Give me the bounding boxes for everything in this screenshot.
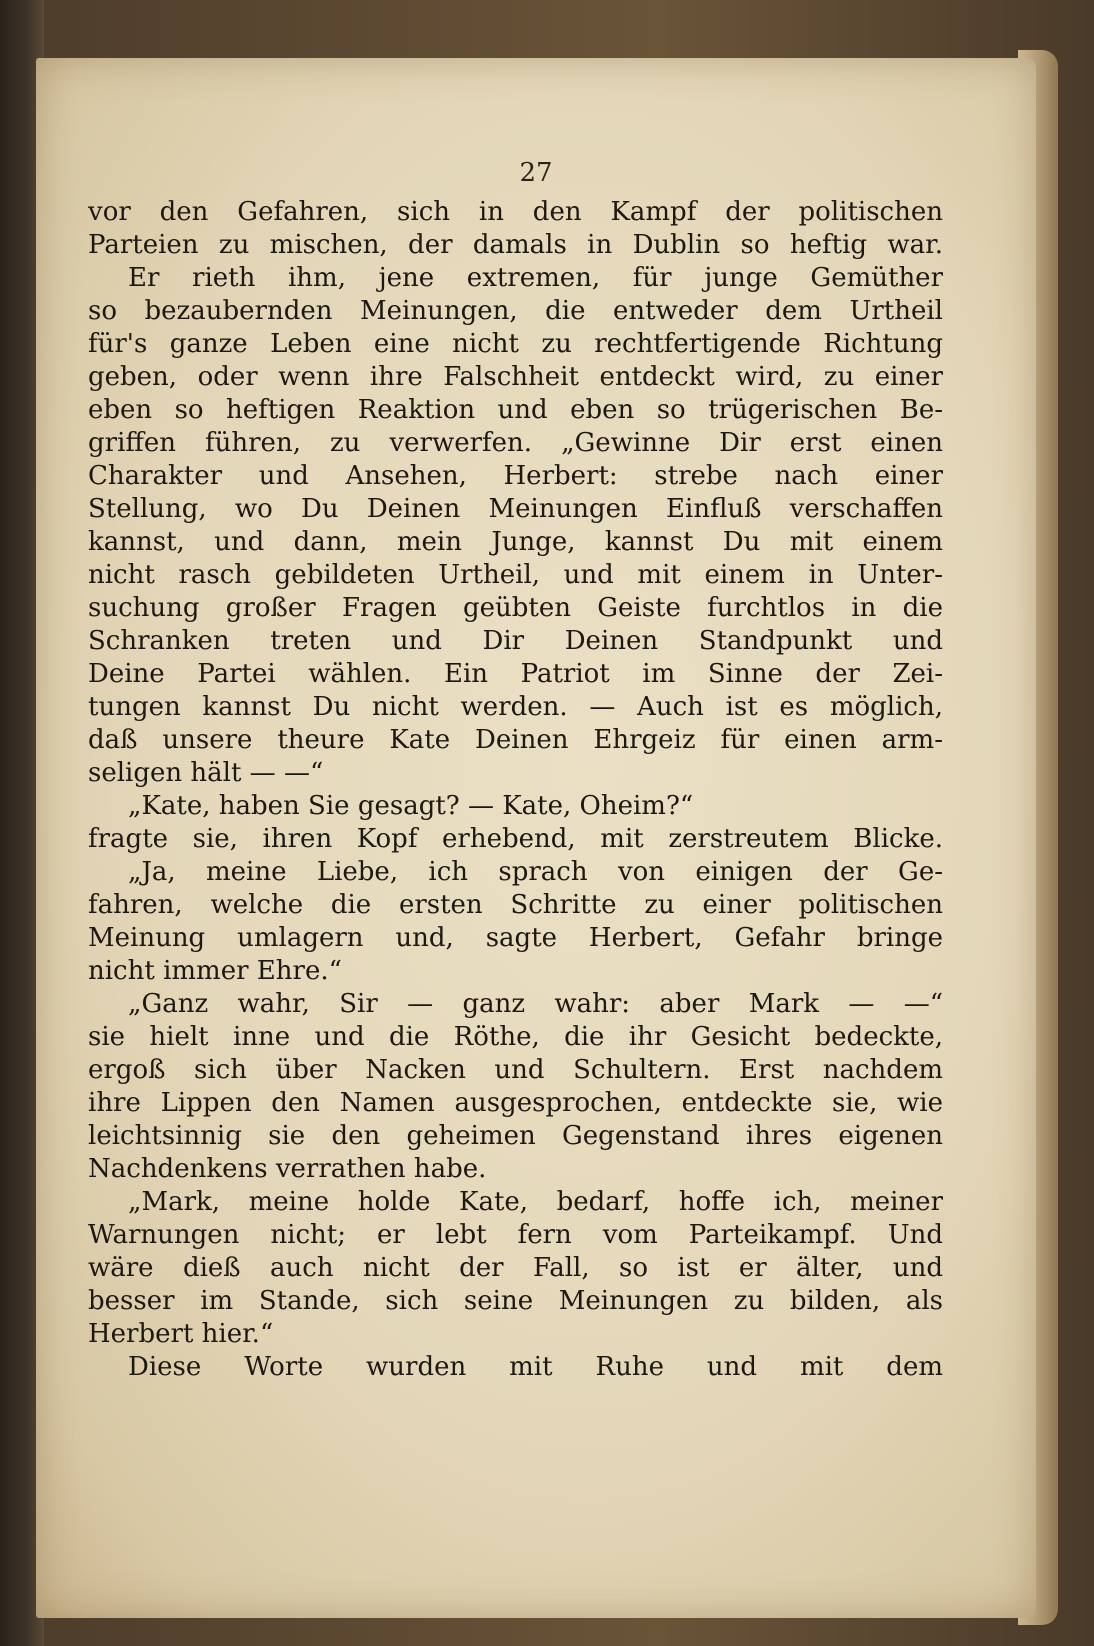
book-page [36, 58, 1036, 1618]
text-line: besser im Stande, sich seine Meinungen zu bilden, als [88, 1286, 943, 1316]
text-line: so bezaubernden Meinungen, die entweder dem Urtheil [88, 296, 943, 326]
text-line: geben, oder wenn ihre Falschheit entdeckt wird, zu einer [88, 362, 943, 392]
text-line: ihre Lippen den Namen ausgesprochen, entdeckte sie, wie [88, 1088, 943, 1118]
text-line: „Kate, haben Sie gesagt? — Kate, Oheim?“ [128, 791, 694, 821]
text-line: Charakter und Ansehen, Herbert: strebe nach einer [88, 461, 943, 491]
text-line: Stellung, wo Du Deinen Meinungen Einfluß verschaffen [88, 494, 943, 524]
text-line: wäre dieß auch nicht der Fall, so ist er älter, und [88, 1253, 943, 1283]
text-line: Schranken treten und Dir Deinen Standpunkt und [88, 626, 943, 656]
text-line: „Ja, meine Liebe, ich sprach von einigen der Ge- [128, 857, 943, 887]
text-line: Meinung umlagern und, sagte Herbert, Gefahr bringe [88, 923, 943, 953]
text-line: nicht immer Ehre.“ [88, 956, 342, 986]
text-line: leichtsinnig sie den geheimen Gegenstand ihres eigenen [88, 1121, 943, 1151]
text-line: Er rieth ihm, jene extremen, für junge Gemüther [128, 263, 943, 293]
text-line: „Ganz wahr, Sir — ganz wahr: aber Mark — —“ [128, 989, 943, 1019]
text-line: griffen führen, zu verwerfen. „Gewinne Dir erst einen [88, 428, 943, 458]
text-line: kannst, und dann, mein Junge, kannst Du mit einem [88, 527, 943, 557]
text-line: seligen hält — —“ [88, 758, 324, 788]
text-line: ergoß sich über Nacken und Schultern. Erst nachdem [88, 1055, 943, 1085]
text-line: „Mark, meine holde Kate, bedarf, hoffe ich, meiner [128, 1187, 943, 1217]
text-line: Diese Worte wurden mit Ruhe und mit dem [128, 1352, 943, 1382]
page-text [88, 196, 943, 1384]
text-line: Herbert hier.“ [88, 1319, 274, 1349]
text-line: Nachdenkens verrathen habe. [88, 1154, 487, 1184]
text-line: Warnungen nicht; er lebt fern vom Parteikampf. Und [88, 1220, 943, 1250]
text-line: tungen kannst Du nicht werden. — Auch ist es möglich, [88, 692, 943, 722]
text-line: eben so heftigen Reaktion und eben so trügerischen Be- [88, 395, 943, 425]
text-line: vor den Gefahren, sich in den Kampf der politischen [88, 197, 943, 227]
text-line: nicht rasch gebildeten Urtheil, und mit einem in Unter- [88, 560, 943, 590]
text-line: Deine Partei wählen. Ein Patriot im Sinne der Zei- [88, 659, 943, 689]
page-number: 27 [519, 158, 553, 188]
text-line: Parteien zu mischen, der damals in Dublin so heftig war. [88, 230, 943, 260]
text-line: für's ganze Leben eine nicht zu rechtfertigende Richtung [88, 329, 943, 359]
text-line: fahren, welche die ersten Schritte zu einer politischen [88, 890, 943, 920]
text-line: sie hielt inne und die Röthe, die ihr Gesicht bedeckte, [88, 1022, 943, 1052]
text-line: suchung großer Fragen geübten Geiste furchtlos in die [88, 593, 943, 623]
text-line: daß unsere theure Kate Deinen Ehrgeiz für einen arm- [88, 725, 943, 755]
text-line: fragte sie, ihren Kopf erhebend, mit zerstreutem Blicke. [88, 824, 943, 854]
